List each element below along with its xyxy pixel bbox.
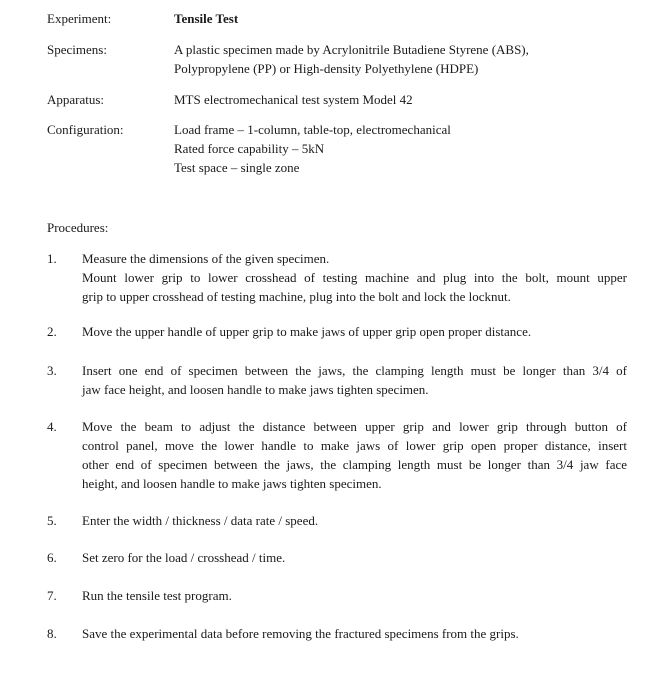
step-line: Set zero for the load / crosshead / time.	[82, 550, 286, 565]
step-line: other end of specimen between the jaws, the clamping length must be longer than 3/4 jaw face	[82, 457, 627, 472]
step-text	[82, 322, 627, 341]
step-line: Measure the dimensions of the given specimen.	[82, 251, 330, 266]
step-number: 2.	[47, 324, 57, 339]
step-number: 4.	[47, 419, 57, 434]
apparatus-label: Apparatus:	[47, 92, 105, 107]
configuration-line: Load frame – 1-column, table-top, electromechanical	[174, 122, 451, 137]
configuration-line: Rated force capability – 5kN	[174, 141, 325, 156]
step-line: Insert one end of specimen between the jaws, the clamping length must be longer than 3/4 of	[82, 363, 627, 378]
step-number: 6.	[47, 550, 57, 565]
step-line: Move the beam to adjust the distance between upper grip and lower grip through button of	[82, 419, 627, 434]
step-line: Save the experimental data before removing the fractured specimens from the grips.	[82, 626, 519, 641]
step-number: 7.	[47, 588, 57, 603]
step-number: 1.	[47, 251, 57, 266]
step-text	[82, 417, 627, 493]
step-line: Move the upper handle of upper grip to make jaws of upper grip open proper distance.	[82, 324, 532, 339]
step-line: Mount lower grip to lower crosshead of testing machine and plug into the bolt, mount upper	[82, 270, 627, 285]
step-line: height, and loosen handle to make jaws tighten specimen.	[82, 476, 382, 491]
specimens-label: Specimens:	[47, 42, 107, 57]
configuration-value	[174, 120, 644, 177]
step-text	[82, 586, 627, 605]
apparatus-value: MTS electromechanical test system Model 42	[174, 92, 413, 107]
configuration-label: Configuration:	[47, 122, 124, 137]
step-number: 3.	[47, 363, 57, 378]
step-text	[82, 511, 627, 530]
step-line: Enter the width / thickness / data rate / speed.	[82, 513, 319, 528]
step-text	[82, 361, 627, 399]
specimens-line: Polypropylene (PP) or High-density Polyethylene (HDPE)	[174, 61, 479, 76]
step-text	[82, 249, 627, 306]
step-line: control panel, move the lower handle to make jaws of lower grip open proper distance, insert	[82, 438, 627, 453]
step-number: 5.	[47, 513, 57, 528]
step-number: 8.	[47, 626, 57, 641]
step-line: jaw face height, and loosen handle to make jaws tighten specimen.	[82, 382, 429, 397]
step-line: grip to upper crosshead of testing machine, plug into the bolt and lock the locknut.	[82, 289, 511, 304]
configuration-line: Test space – single zone	[174, 160, 300, 175]
specimens-line: A plastic specimen made by Acrylonitrile Butadiene Styrene (ABS),	[174, 42, 529, 57]
specimens-value	[174, 40, 644, 78]
step-text	[82, 624, 627, 643]
procedures-heading: Procedures:	[47, 220, 109, 235]
experiment-title: Tensile Test	[174, 11, 239, 26]
experiment-label: Experiment:	[47, 11, 112, 26]
step-line: Run the tensile test program.	[82, 588, 232, 603]
step-text	[82, 548, 627, 567]
